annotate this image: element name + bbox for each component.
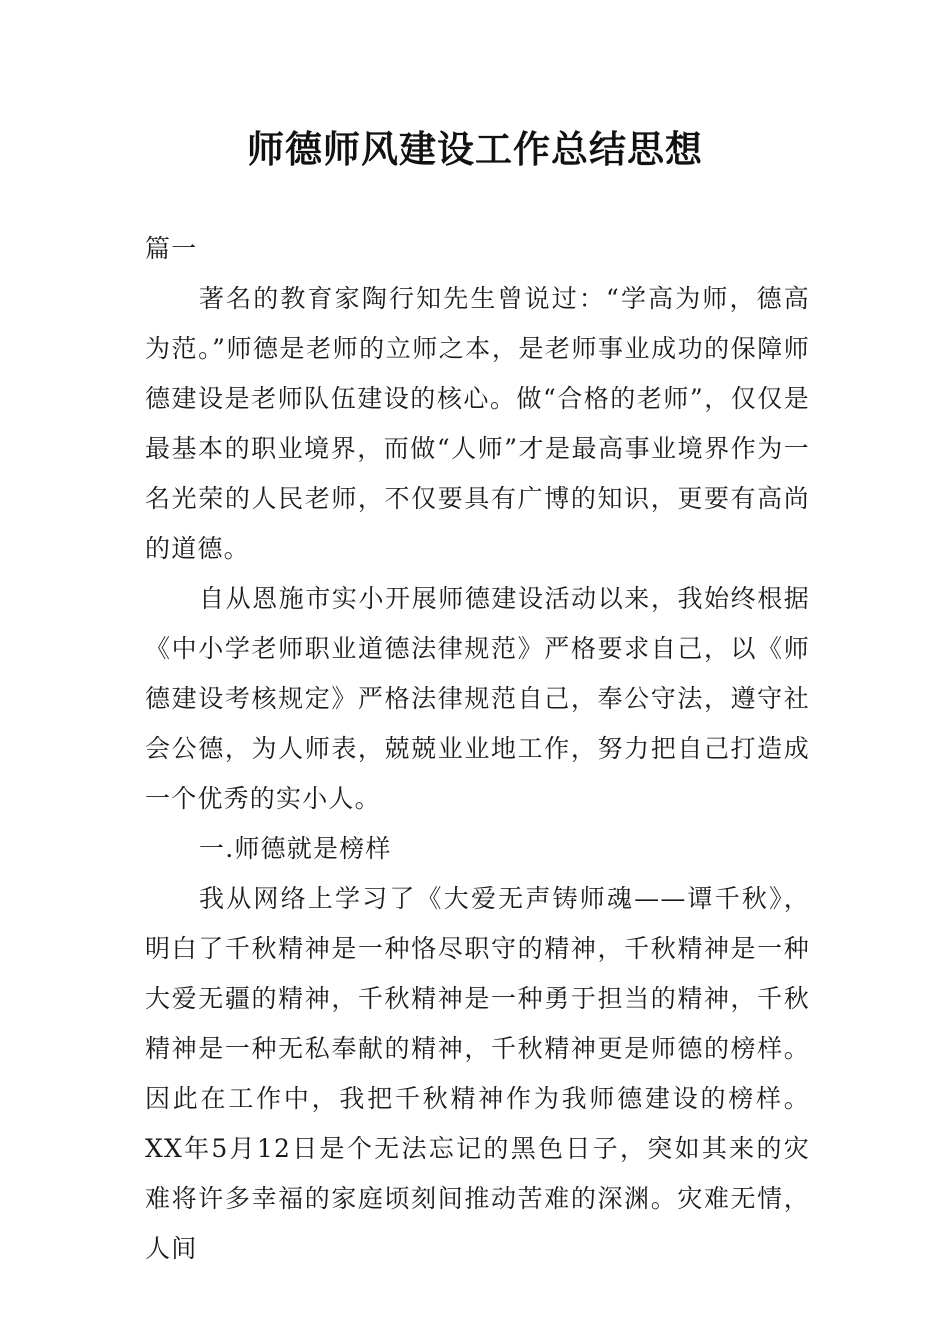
- document-title: 师德师风建设工作总结思想: [247, 128, 703, 171]
- section-subheading: 一.师德就是榜样: [199, 834, 392, 863]
- paragraph-2: 自从恩施市实小开展师德建设活动以来，我始终根据《中小学老师职业道德法律规范》严格要求自己，以《师德建设考核规定》严格法律规范自己，奉公守法，遵守社会公德，为人师表，兢兢业业地工作，努力把自己打造成一个优秀的实小人。: [145, 584, 810, 813]
- paragraph-3: 我从网络上学习了《大爱无声铸师魂——谭千秋》，明白了千秋精神是一种恪尽职守的精神，千秋精神是一种大爱无疆的精神，千秋精神是一种勇于担当的精神，千秋精神是一种无私奉献的精神，千秋精神更是师德的榜样。因此在工作中，我把千秋精神作为我师德建设的榜样。XX年5月12日是个无法忘记的黑色日子，突如其来的灾难将许多幸福的家庭顷刻间推动苦难的深渊。灾难无情，人间: [145, 884, 810, 1263]
- section-label: 篇一: [145, 234, 198, 263]
- paragraph-1: 著名的教育家陶行知先生曾说过：“学高为师，德高为范。”师德是老师的立师之本，是老师事业成功的保障师德建设是老师队伍建设的核心。做“合格的老师”，仅仅是最基本的职业境界，而做“人师”才是最高事业境界作为一名光荣的人民老师，不仅要具有广博的知识，更要有高尚的道德。: [145, 284, 810, 563]
- document-body: [145, 224, 810, 1274]
